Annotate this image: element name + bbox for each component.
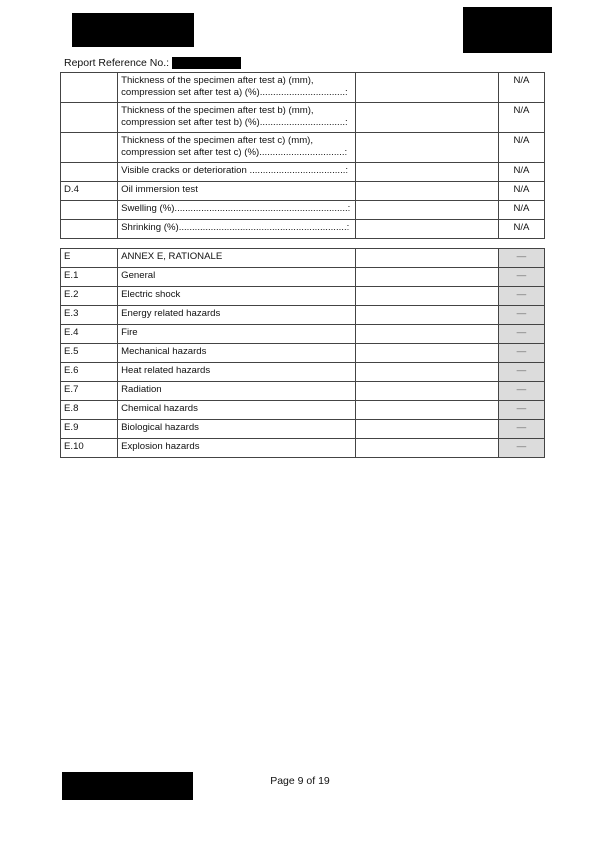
clause-cell <box>61 201 118 220</box>
verdict-cell: N/A <box>498 103 544 133</box>
requirement-cell: Radiation <box>118 382 355 401</box>
table-row <box>61 401 545 420</box>
verdict-cell: — <box>498 344 544 363</box>
requirement-cell: Biological hazards <box>118 420 355 439</box>
clause-cell: E.4 <box>61 325 118 344</box>
table-row <box>61 382 545 401</box>
clause-cell: E.10 <box>61 439 118 458</box>
result-cell <box>355 220 498 239</box>
table-row <box>61 363 545 382</box>
verdict-cell: — <box>498 420 544 439</box>
result-cell <box>355 268 498 287</box>
clause-cell <box>61 103 118 133</box>
clause-cell: E.8 <box>61 401 118 420</box>
result-cell <box>355 420 498 439</box>
verdict-cell: N/A <box>498 163 544 182</box>
result-cell <box>355 201 498 220</box>
verdict-cell: — <box>498 382 544 401</box>
clause-cell: E.2 <box>61 287 118 306</box>
result-cell <box>355 163 498 182</box>
requirement-cell: Electric shock <box>118 287 355 306</box>
verdict-cell: — <box>498 363 544 382</box>
requirement-cell: Shrinking (%)...............................................................: <box>118 220 355 239</box>
redacted-logo-left <box>72 13 194 47</box>
verdict-cell: N/A <box>498 182 544 201</box>
clause-cell: E.6 <box>61 363 118 382</box>
requirement-cell: ANNEX E, RATIONALE <box>118 249 355 268</box>
table-row <box>61 73 545 103</box>
table-row <box>61 306 545 325</box>
result-cell <box>355 133 498 163</box>
verdict-cell: — <box>498 249 544 268</box>
verdict-cell: N/A <box>498 73 544 103</box>
requirement-cell: Explosion hazards <box>118 439 355 458</box>
requirement-cell: Swelling (%).................................................................: <box>118 201 355 220</box>
requirement-cell: Thickness of the specimen after test a) (mm), compression set after test a) (%)................................: <box>118 73 355 103</box>
verdict-cell: N/A <box>498 201 544 220</box>
requirement-cell: Thickness of the specimen after test c) (mm), compression set after test c) (%)................................: <box>118 133 355 163</box>
result-cell <box>355 249 498 268</box>
requirement-cell: General <box>118 268 355 287</box>
requirement-cell: Heat related hazards <box>118 363 355 382</box>
table-row <box>61 420 545 439</box>
page-number: Page 9 of 19 <box>270 775 330 787</box>
table-row <box>61 133 545 163</box>
result-cell <box>355 73 498 103</box>
table-row <box>61 344 545 363</box>
result-cell <box>355 439 498 458</box>
result-cell <box>355 382 498 401</box>
clause-cell: E.7 <box>61 382 118 401</box>
redacted-logo-right <box>463 7 552 53</box>
redacted-report-reference <box>172 57 241 69</box>
table-row <box>61 201 545 220</box>
table-row <box>61 163 545 182</box>
verdict-cell: — <box>498 401 544 420</box>
result-cell <box>355 363 498 382</box>
table-row <box>61 325 545 344</box>
requirement-cell: Mechanical hazards <box>118 344 355 363</box>
table-row <box>61 103 545 133</box>
clause-cell: E.9 <box>61 420 118 439</box>
result-cell <box>355 325 498 344</box>
requirement-cell: Visible cracks or deterioration ....................................: <box>118 163 355 182</box>
verdict-cell: — <box>498 287 544 306</box>
result-cell <box>355 306 498 325</box>
result-cell <box>355 401 498 420</box>
table-row <box>61 287 545 306</box>
verdict-cell: — <box>498 268 544 287</box>
result-cell <box>355 182 498 201</box>
requirement-cell: Fire <box>118 325 355 344</box>
verdict-cell: N/A <box>498 220 544 239</box>
table-row <box>61 439 545 458</box>
clause-cell <box>61 163 118 182</box>
result-cell <box>355 287 498 306</box>
redacted-footer-logo <box>62 772 193 800</box>
clause-cell: E <box>61 249 118 268</box>
clause-cell: E.5 <box>61 344 118 363</box>
verdict-cell: — <box>498 325 544 344</box>
table-row <box>61 182 545 201</box>
clause-cell: E.3 <box>61 306 118 325</box>
report-reference-label: Report Reference No.: <box>64 57 170 69</box>
annex-e-table <box>60 248 545 458</box>
table-row <box>61 268 545 287</box>
verdict-cell: — <box>498 306 544 325</box>
verdict-cell: — <box>498 439 544 458</box>
clause-cell: D.4 <box>61 182 118 201</box>
clause-cell <box>61 133 118 163</box>
annex-d-table <box>60 72 545 239</box>
table-row <box>61 220 545 239</box>
requirement-cell: Energy related hazards <box>118 306 355 325</box>
result-cell <box>355 344 498 363</box>
table-row <box>61 249 545 268</box>
clause-cell <box>61 73 118 103</box>
clause-cell <box>61 220 118 239</box>
requirement-cell: Chemical hazards <box>118 401 355 420</box>
result-cell <box>355 103 498 133</box>
clause-cell: E.1 <box>61 268 118 287</box>
requirement-cell: Thickness of the specimen after test b) (mm), compression set after test b) (%)................................: <box>118 103 355 133</box>
verdict-cell: N/A <box>498 133 544 163</box>
requirement-cell: Oil immersion test <box>118 182 355 201</box>
